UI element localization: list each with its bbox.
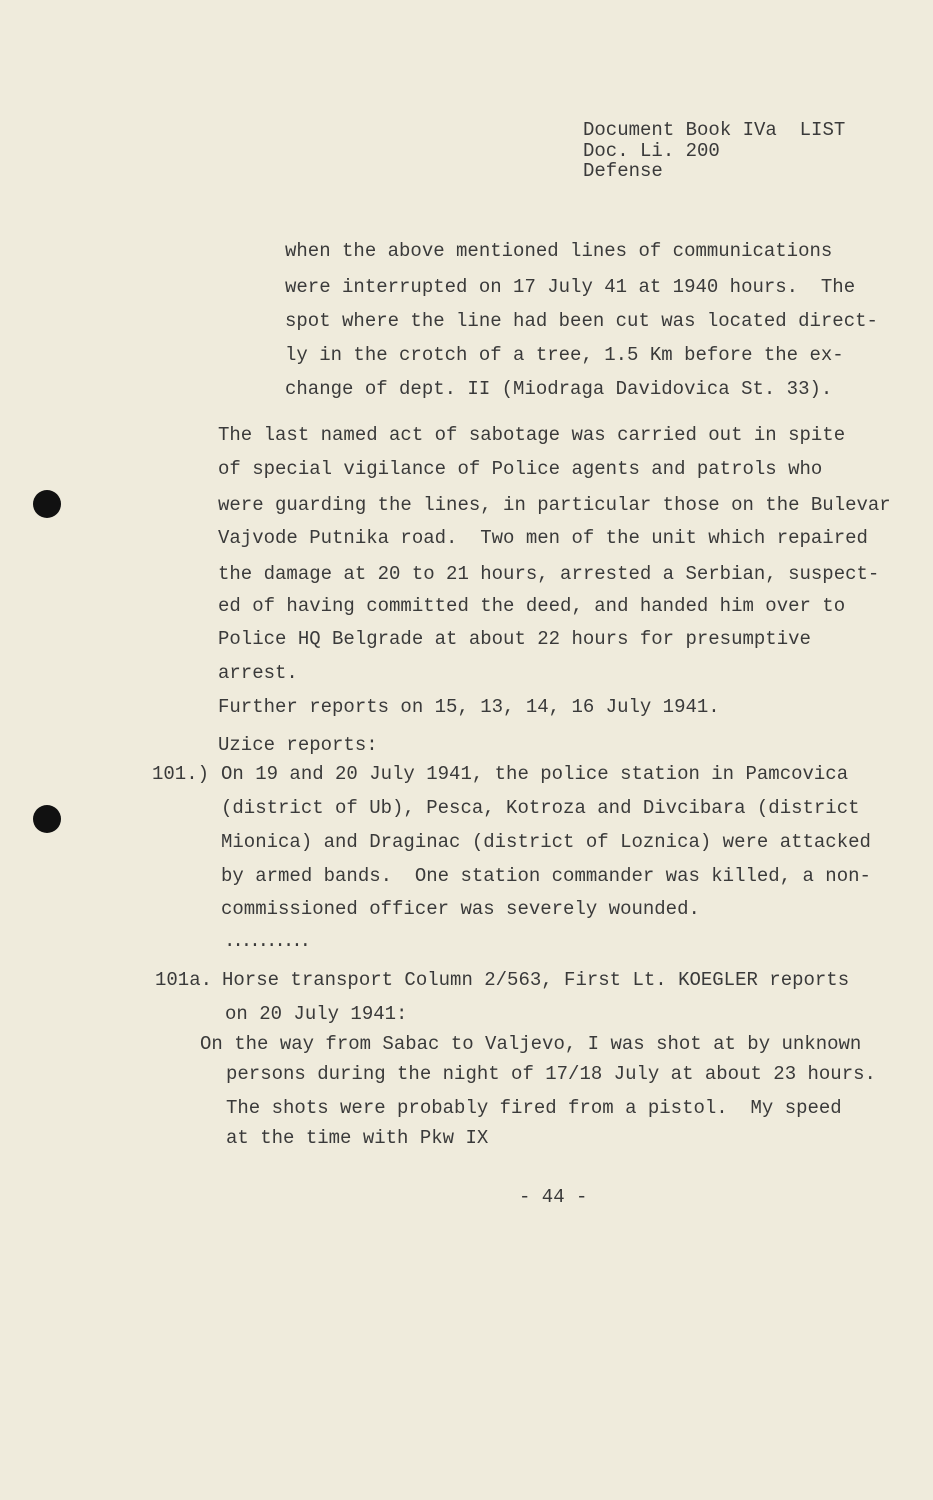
text-line: The last named act of sabotage was carried out in spite <box>218 424 846 446</box>
text-line: commissioned officer was severely wounded. <box>221 898 700 920</box>
punch-hole <box>33 805 61 833</box>
header-line: Document Book IVa LIST <box>583 119 846 141</box>
punch-hole <box>33 490 61 518</box>
text-line: change of dept. II (Miodraga Davidovica St. 33). <box>285 378 833 400</box>
text-line: the damage at 20 to 21 hours, arrested a Serbian, suspect- <box>218 563 880 585</box>
text-line: on 20 July 1941: <box>225 1003 408 1025</box>
text-line: The shots were probably fired from a pistol. My speed <box>226 1097 842 1119</box>
text-line: ly in the crotch of a tree, 1.5 Km before the ex- <box>285 344 844 366</box>
page-number: - 44 - <box>519 1186 588 1208</box>
further-reports-line: Further reports on 15, 13, 14, 16 July 1941. <box>218 696 720 718</box>
text-line: (district of Ub), Pesca, Kotroza and Divcibara (district <box>221 797 860 819</box>
text-line: spot where the line had been cut was located direct- <box>285 310 878 332</box>
item-number: 101a. <box>155 969 213 991</box>
text-line: Mionica) and Draginac (district of Loznica) were attacked <box>221 831 871 853</box>
text-line: ed of having committed the deed, and handed him over to <box>218 595 846 617</box>
text-line: On 19 and 20 July 1941, the police station in Pamcovica <box>221 763 849 785</box>
text-line: On the way from Sabac to Valjevo, I was shot at by unknown <box>200 1033 862 1055</box>
ellipsis: .......... <box>224 930 309 952</box>
text-line: were interrupted on 17 July 41 at 1940 hours. The <box>285 276 856 298</box>
text-line: Police HQ Belgrade at about 22 hours for presumptive <box>218 628 811 650</box>
text-line: of special vigilance of Police agents and patrols who <box>218 458 823 480</box>
text-line: Vajvode Putnika road. Two men of the unit which repaired <box>218 527 868 549</box>
text-line: when the above mentioned lines of communications <box>285 240 833 262</box>
text-line: were guarding the lines, in particular those on the Bulevar <box>218 494 891 516</box>
section-heading: Uzice reports: <box>218 734 378 756</box>
text-line: persons during the night of 17/18 July at about 23 hours. <box>226 1063 876 1085</box>
item-number: 101.) <box>152 763 210 785</box>
text-line: at the time with Pkw IX <box>226 1127 489 1149</box>
text-line: Horse transport Column 2/563, First Lt. KOEGLER reports <box>222 969 850 991</box>
text-line: arrest. <box>218 662 298 684</box>
header-line: Defense <box>583 160 663 182</box>
header-line: Doc. Li. 200 <box>583 140 720 162</box>
text-line: by armed bands. One station commander was killed, a non- <box>221 865 871 887</box>
